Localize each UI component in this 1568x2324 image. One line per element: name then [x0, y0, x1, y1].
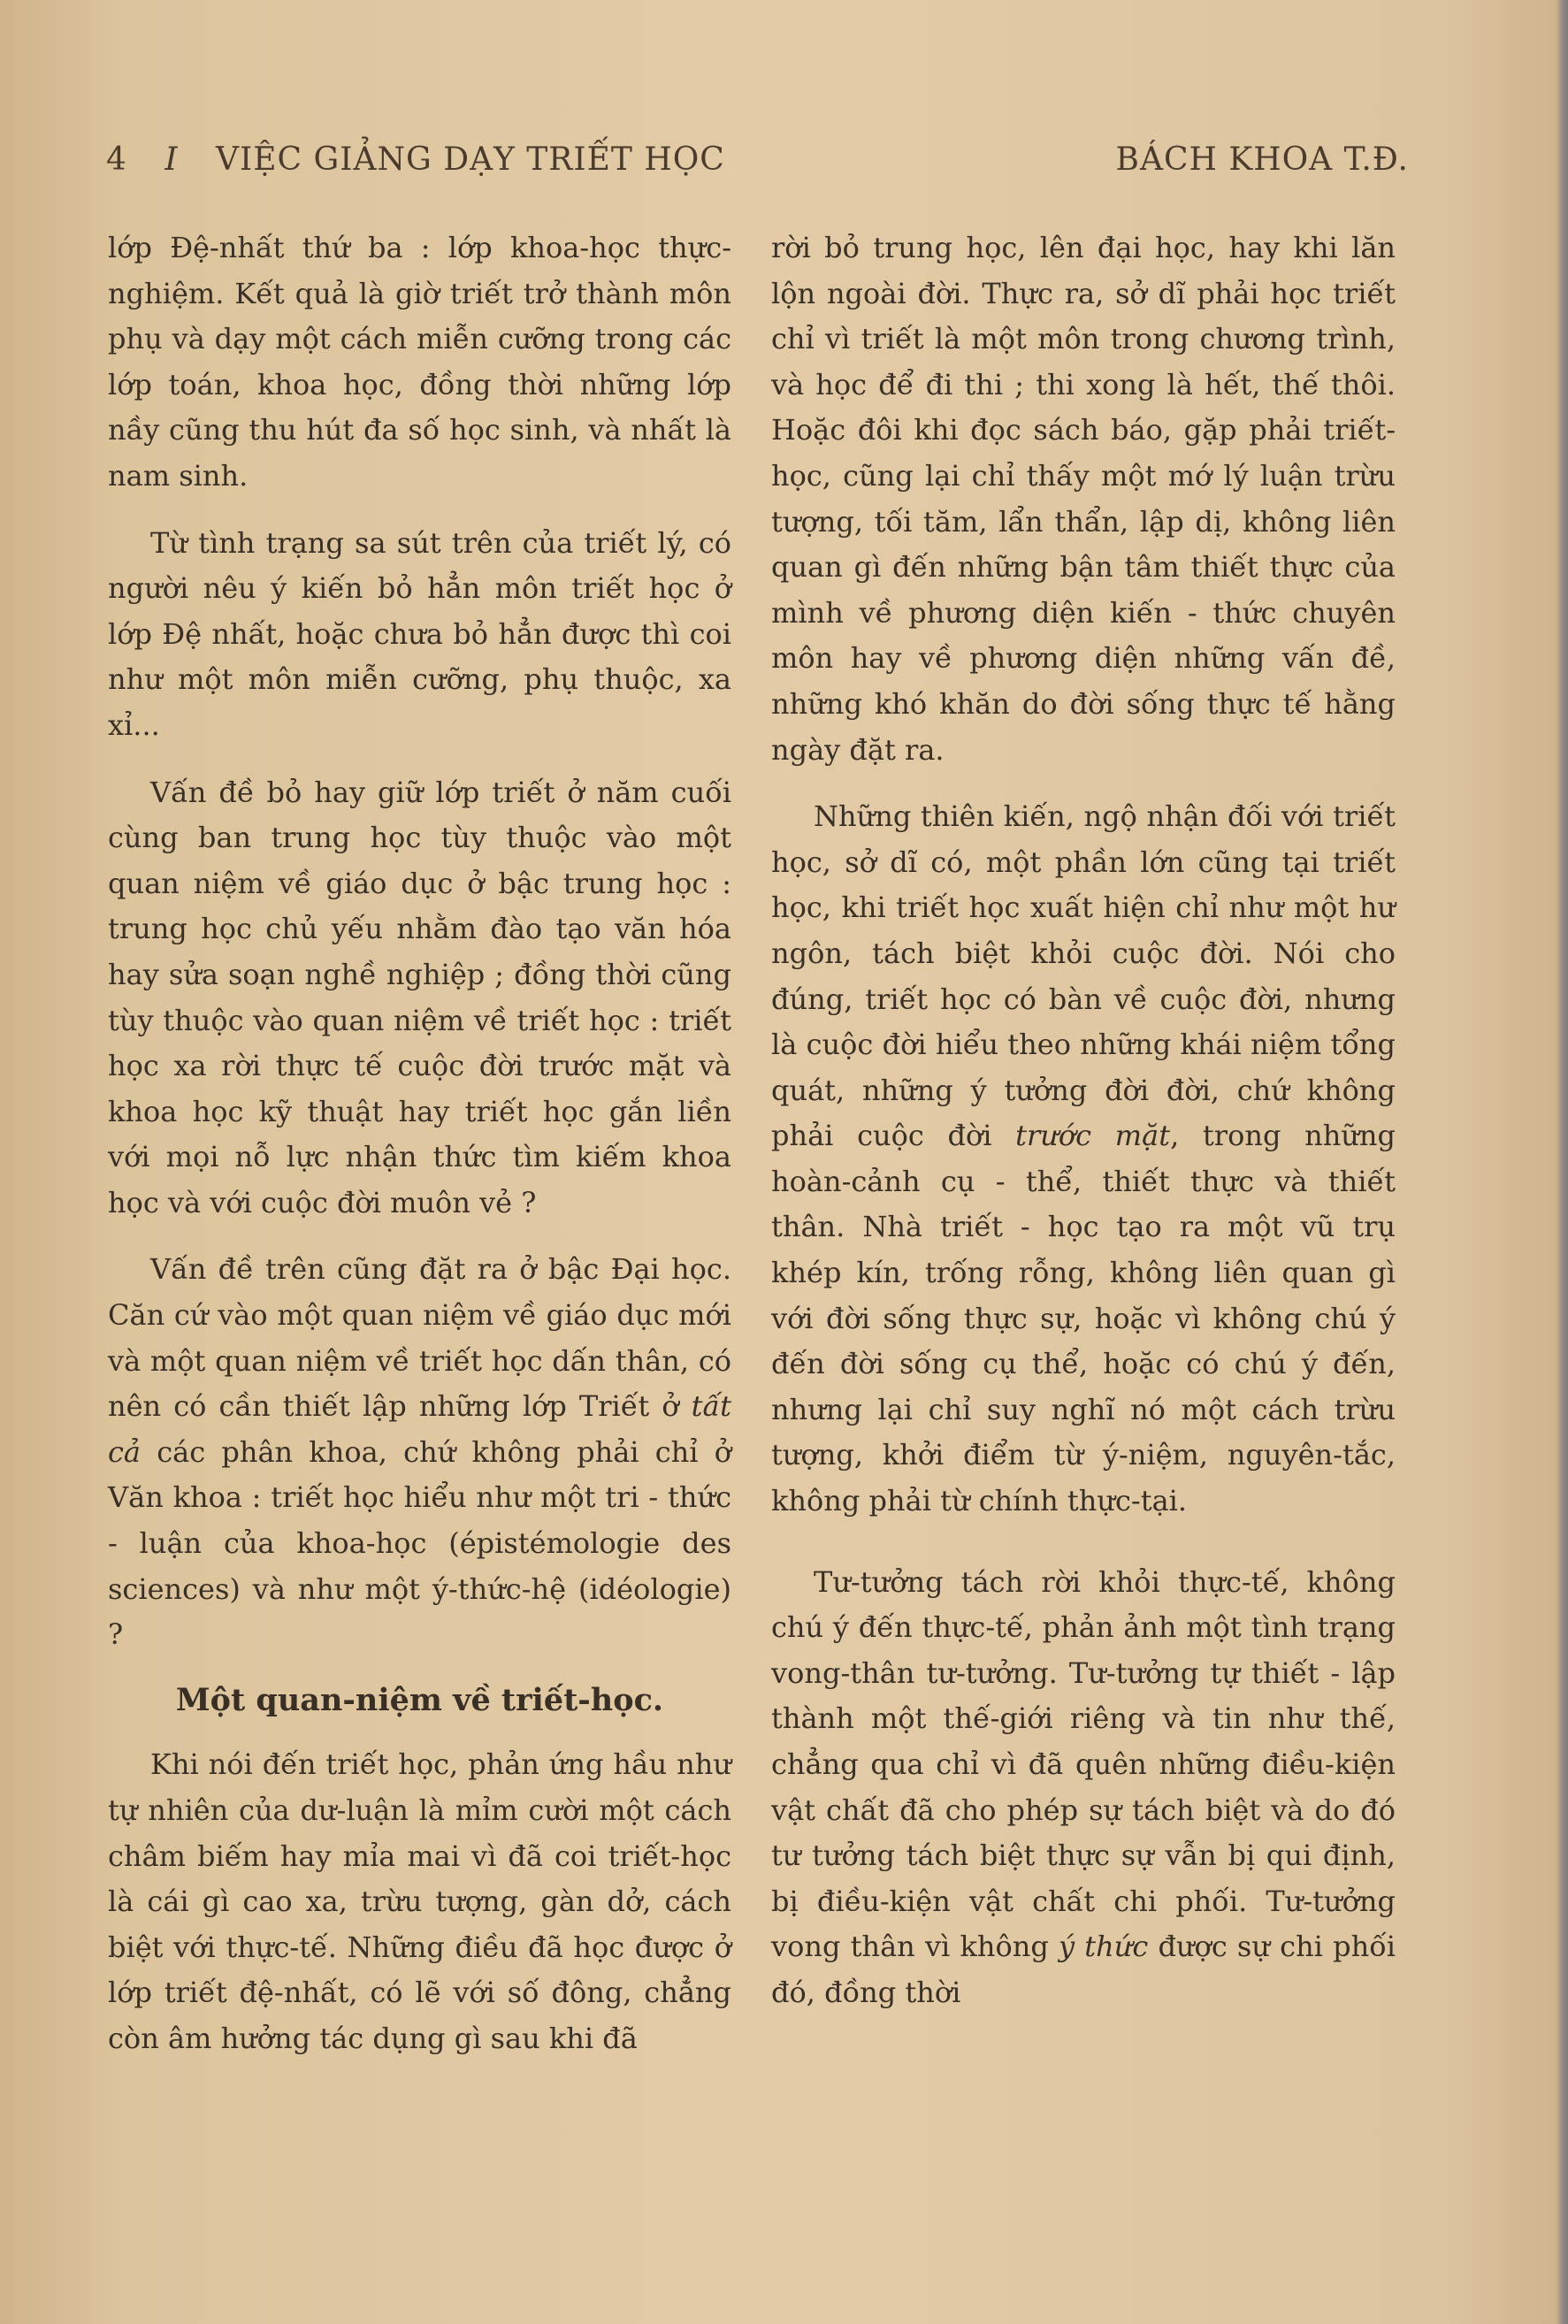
page-header [106, 141, 1409, 186]
section-heading: Một quan-niệm về triết-học. [175, 1681, 664, 1718]
header-left [106, 141, 725, 178]
paragraph [108, 1247, 731, 1657]
text-run: , trong những hoàn-cảnh cụ - thể, thiết thực và thiết thân. Nhà triết - học tạo ra một vũ trụ khép kín, trống rỗng, không liên quan gì với đời sống thực sự, hoặc vì không chú ý đến đời sống cụ thể, hoặc có chú ý đến, nhưng lại chỉ suy nghĩ nó một cách trừu tượng, khởi điểm từ ý-niệm, nguyên-tắc, không phải từ chính thực-tại. [771, 1119, 1396, 1518]
page-edge-shadow [1556, 0, 1568, 2324]
text-run: Tư-tưởng tách rời khỏi thực-tế, không chú ý đến thực-tế, phản ảnh một tình trạng vong-thân tư-tưởng. Tư-tưởng tự thiết - lập thành một thế-giới riêng và tin như thế, chẳng qua chỉ vì đã quên những điều-kiện vật chất đã cho phép sự tách biệt và do đó tư tưởng tách biệt thực sự vẫn bị qui định, bị điều-kiện vật chất chi phối. Tư-tưởng vong thân vì không [771, 1564, 1396, 1964]
header-separator: I [164, 141, 179, 178]
paragraph: Vấn đề bỏ hay giữ lớp triết ở năm cuối cùng ban trung học tùy thuộc vào một quan niệm về giáo dục ở bậc trung học : trung học chủ yếu nhằm đào tạo văn hóa hay sửa soạn nghề nghiệp ; đồng thời cũng tùy thuộc vào quan niệm về triết học : triết học xa rời thực tế cuộc đời trước mặt và khoa học kỹ thuật hay triết học gắn liền với mọi nỗ lực nhận thức tìm kiếm khoa học và với cuộc đời muôn vẻ ? [108, 775, 731, 1219]
paragraph [771, 1560, 1396, 2016]
emphasis-text: ý thức [1059, 1930, 1149, 1964]
text-run: Những thiên kiến, ngộ nhận đối với triết học, sở dĩ có, một phần lớn cũng tại triết học, khi triết học xuất hiện chỉ như một hư ngôn, tách biệt khỏi cuộc đời. Nói cho đúng, triết học có bàn về cuộc đời, nhưng là cuộc đời hiểu theo những khái niệm tổng quát, những ý tưởng đời đời, chứ không phải cuộc đời [771, 799, 1396, 1153]
paragraph: Khi nói đến triết học, phản ứng hầu như tự nhiên của dư-luận là mỉm cười một cách châm biếm hay mỉa mai vì đã coi triết-học là cái gì cao xa, trừu tượng, gàn dở, cách biệt với thực-tế. Những điều đã học được ở lớp triết đệ-nhất, có lẽ với số đông, chẳng còn âm hưởng tác dụng gì sau khi đã [108, 1747, 731, 2055]
paragraph: rời bỏ trung học, lên đại học, hay khi lăn lộn ngoài đời. Thực ra, sở dĩ phải học triết chỉ vì triết là một môn trong chương trình, và học để đi thi ; thi xong là hết, thế thôi. Hoặc đôi khi đọc sách báo, gặp phải triết-học, cũng lại chỉ thấy một mớ lý luận trừu tượng, tối tăm, lẩn thẩn, lập dị, không liên quan gì đến những bận tâm thiết thực của mình về phương diện kiến - thức chuyên môn hay về phương diện những vấn đề, những khó khăn do đời sống thực tế hằng ngày đặt ra. [771, 231, 1396, 767]
left-column [108, 226, 731, 2062]
right-column [771, 226, 1396, 2016]
running-title: VIỆC GIẢNG DẠY TRIẾT HỌC [216, 141, 725, 178]
text-run: các phân khoa, chứ không phải chỉ ở Văn khoa : triết học hiểu như một tri - thức - luận của khoa-học (épistémologie des sciences) và như một ý-thức-hệ (idéologie) ? [108, 1434, 731, 1652]
paragraph: Từ tình trạng sa sút trên của triết lý, có người nêu ý kiến bỏ hẳn môn triết học ở lớp Đệ nhất, hoặc chưa bỏ hẳn được thì coi như một môn miễn cưỡng, phụ thuộc, xa xỉ... [108, 525, 731, 742]
page-number: 4 [106, 141, 127, 178]
paragraph: lớp Đệ-nhất thứ ba : lớp khoa-học thực-nghiệm. Kết quả là giờ triết trở thành môn phụ và dạy một cách miễn cưỡng trong các lớp toán, khoa học, đồng thời những lớp nầy cũng thu hút đa số học sinh, và nhất là nam sinh. [108, 231, 731, 493]
journal-name: BÁCH KHOA T.Đ. [1115, 141, 1409, 178]
emphasis-text: trước mặt [1015, 1119, 1171, 1153]
text-run: Vấn đề trên cũng đặt ra ở bậc Đại học. Căn cứ vào một quan niệm về giáo dục mới và một quan niệm về triết học dấn thân, có nên có cần thiết lập những lớp Triết ở [108, 1252, 731, 1424]
paragraph [771, 794, 1396, 1525]
text-run: được sự chi phối đó, đồng thời [771, 1930, 1396, 2009]
emphasis-text: tất cả [108, 1389, 731, 1469]
